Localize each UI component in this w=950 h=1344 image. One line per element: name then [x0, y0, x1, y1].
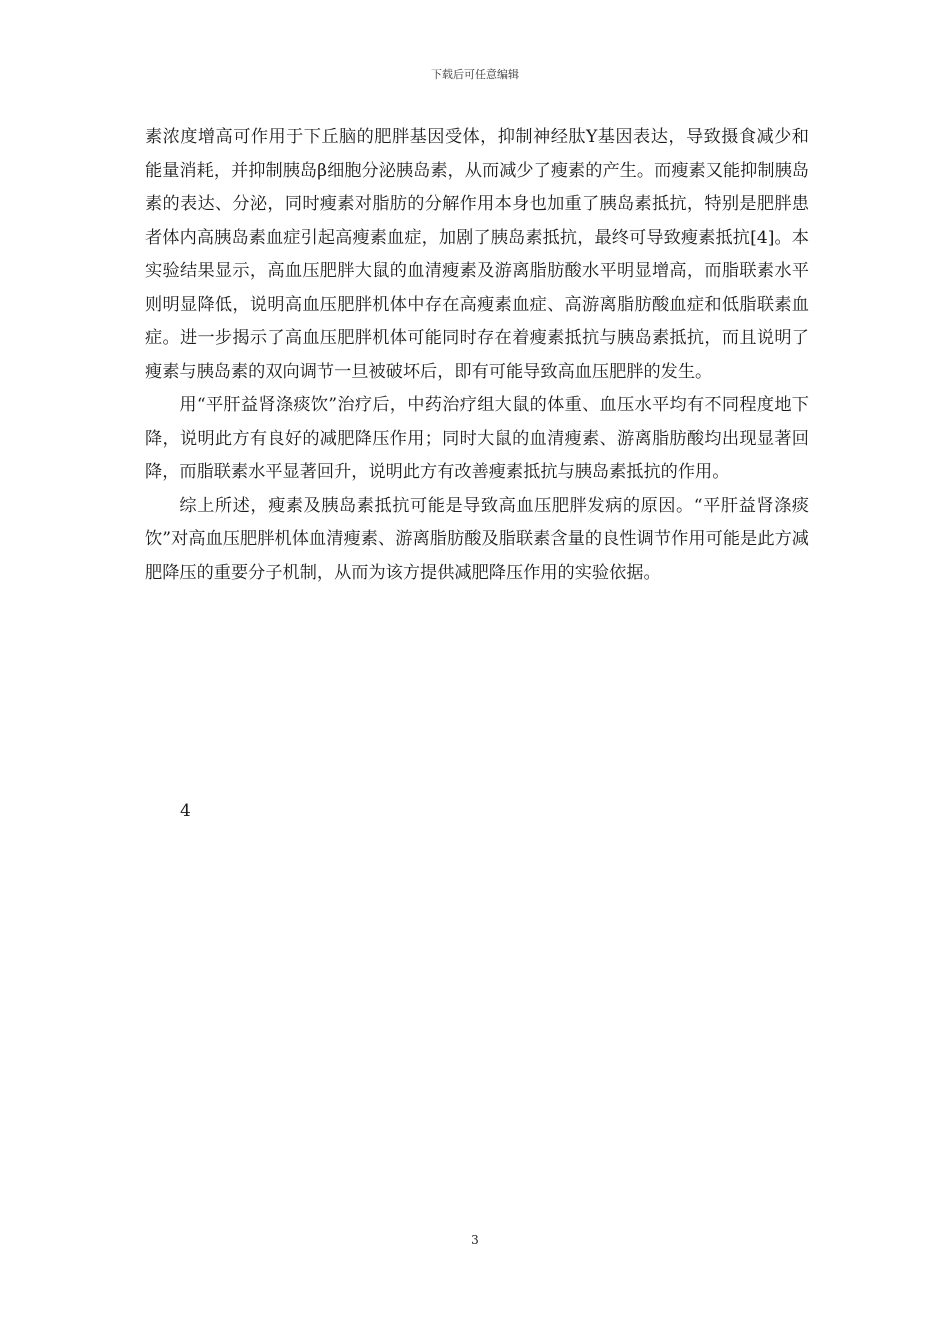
- page-header: 下载后可任意编辑: [431, 68, 519, 81]
- paragraph-discussion-continued: 素浓度增高可作用于下丘脑的肥胖基因受体，抑制神经肽Y基因表达，导致摄食减少和能量消耗，并抑制胰岛β细胞分泌胰岛素，从而减少了瘦素的产生。而瘦素又能抑制胰岛素的表达、分泌，同时瘦素对脂肪的分解作用本身也加重了胰岛素抵抗，特别是肥胖患者体内高胰岛素血症引起高瘦素血症，加剧了胰岛素抵抗，最终可导致瘦素抵抗[4]。本实验结果显示，高血压肥胖大鼠的血清瘦素及游离脂肪酸水平明显增高，而脂联素水平则明显降低，说明高血压肥胖机体中存在高瘦素血症、高游离脂肪酸血症和低脂联素血症。进一步揭示了高血压肥胖机体可能同时存在着瘦素抵抗与胰岛素抵抗，而且说明了瘦素与胰岛素的双向调节一旦被破坏后，即有可能导致高血压肥胖的发生。: [145, 127, 809, 382]
- document-body: [145, 121, 809, 590]
- page-number: 3: [471, 1233, 479, 1247]
- paragraph-conclusion: 综上所述，瘦素及胰岛素抵抗可能是导致高血压肥胖发病的原因。“平肝益肾涤痰饮”对高血压肥胖机体血清瘦素、游离脂肪酸及脂联素含量的良性调节作用可能是此方减肥降压的重要分子机制，从而为该方提供减肥降压作用的实验依据。: [145, 495, 809, 583]
- paragraph-treatment-results: 用“平肝益肾涤痰饮”治疗后，中药治疗组大鼠的体重、血压水平均有不同程度地下降，说明此方有良好的减肥降压作用；同时大鼠的血清瘦素、游离脂肪酸均出现显著回降，而脂联素水平显著回升，说明此方有改善瘦素抵抗与胰岛素抵抗的作用。: [145, 395, 809, 482]
- stray-number: 4: [180, 801, 191, 821]
